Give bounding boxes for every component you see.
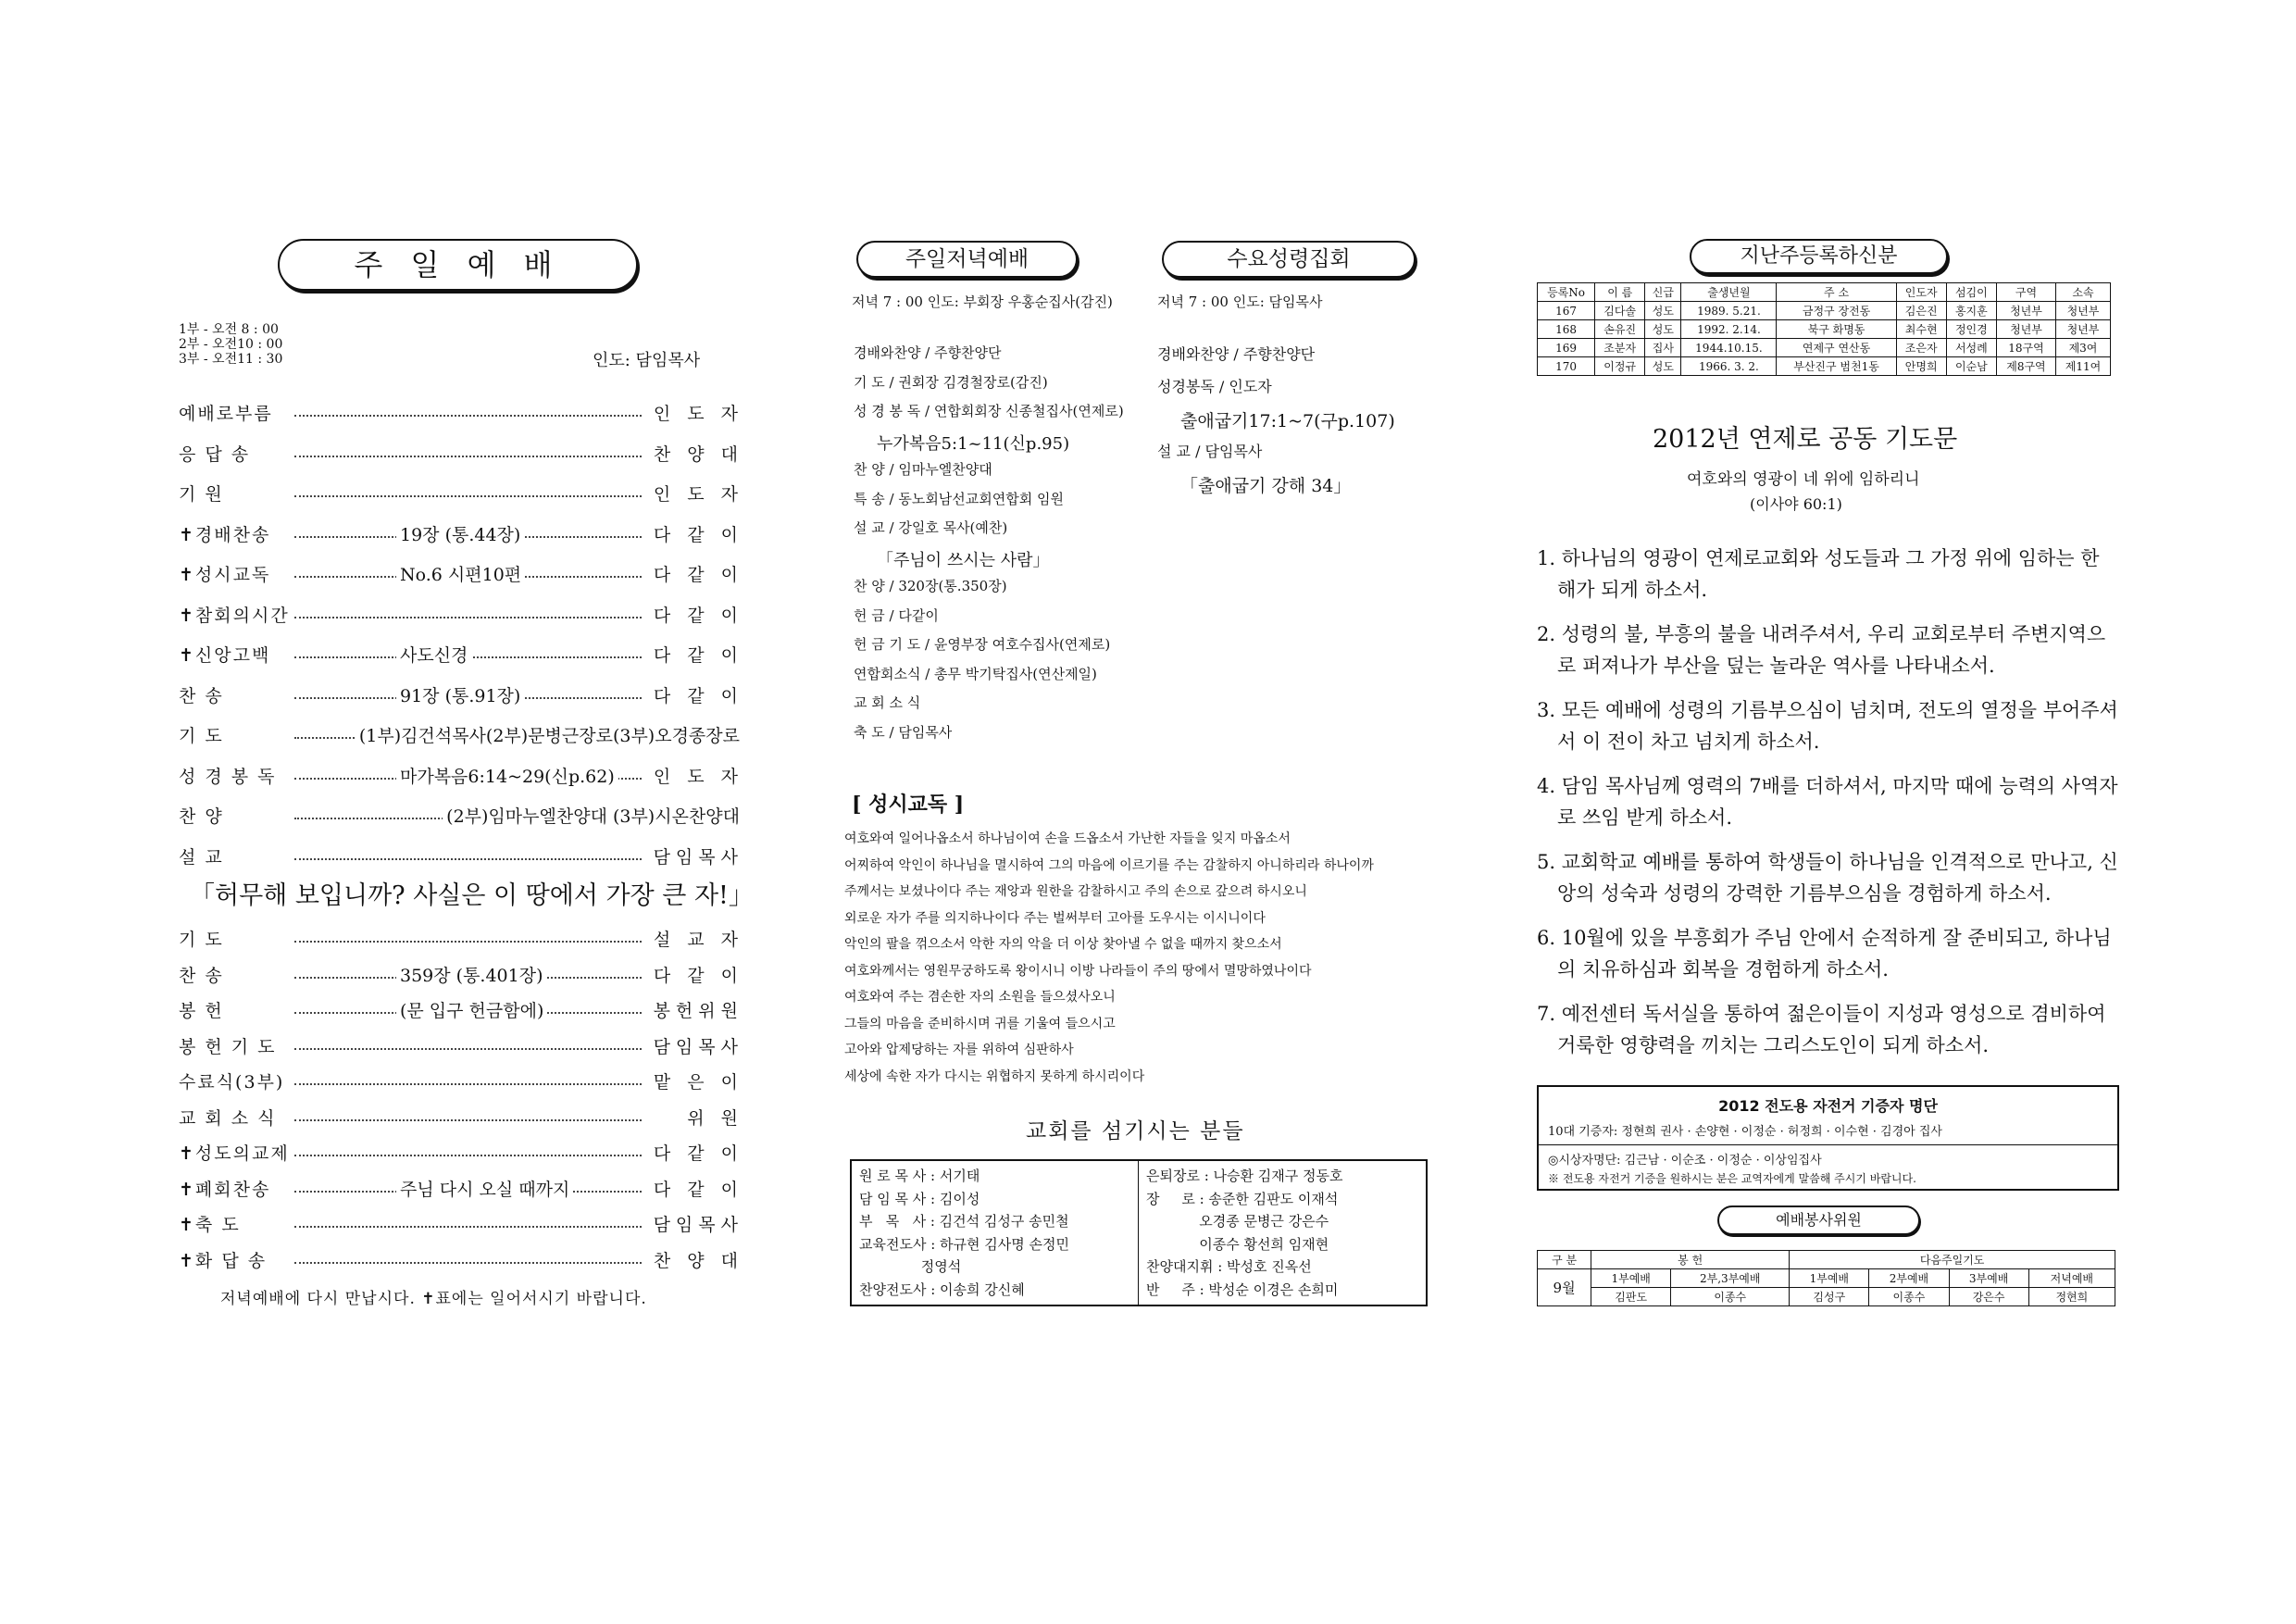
order-person: 다 같 이 bbox=[653, 1179, 743, 1200]
order-row bbox=[179, 1211, 743, 1239]
register-title: 지난주등록하신분 bbox=[1690, 239, 1948, 274]
reading-line: 여호와여 일어나옵소서 하나님이여 손을 드옵소서 가난한 자들을 잊지 마옵소서 bbox=[844, 831, 1291, 846]
th-next-prayer: 다음주일기도 bbox=[1790, 1251, 2115, 1269]
service-item: 헌 금 기 도 / 윤영부장 여호수집사(연제로) bbox=[854, 636, 1111, 653]
order-row bbox=[179, 1068, 743, 1096]
reading-line: 고아와 압제당하는 자를 위하여 심판하사 bbox=[844, 1043, 1074, 1057]
order-row bbox=[179, 997, 743, 1025]
service-item: 찬 양 / 임마누엘찬양대 bbox=[854, 461, 992, 478]
register-row bbox=[1538, 357, 2111, 376]
order-row bbox=[179, 400, 743, 428]
order-person: 담임목사 bbox=[653, 846, 743, 868]
order-row bbox=[179, 521, 743, 549]
order-row bbox=[179, 561, 743, 589]
order-detail: 91장 (통.91장) bbox=[396, 682, 524, 707]
order-person: 위 원 bbox=[687, 1107, 743, 1129]
staff-line: 찬양대지휘 : 박성호 진옥선 bbox=[1146, 1258, 1312, 1275]
register-cell: 청년부 bbox=[2055, 302, 2110, 320]
service-item: 성경봉독 / 인도자 bbox=[1157, 378, 1272, 395]
register-cell: 성도 bbox=[1645, 320, 1681, 339]
register-cell: 1989. 5.21. bbox=[1681, 302, 1777, 320]
bike-donor-box bbox=[1537, 1085, 2119, 1191]
register-cell: 홍지훈 bbox=[1946, 302, 1996, 320]
sunday-service-title: 주 일 예 배 bbox=[278, 239, 638, 291]
register-header: 주 소 bbox=[1777, 283, 1896, 302]
register-cell: 169 bbox=[1538, 339, 1595, 357]
order-row bbox=[179, 1140, 743, 1168]
order-label: 응 답 송 bbox=[179, 443, 251, 465]
leader-dots bbox=[294, 1119, 642, 1121]
order-detail: (1부)김건석목사(2부)문병근장로(3부)오경종장로 bbox=[356, 722, 743, 747]
order-label: 기 도 bbox=[179, 930, 224, 950]
time-2: 2부 - 오전10 : 00 bbox=[179, 337, 283, 352]
reading-line: 주께서는 보셨나이다 주는 재앙과 원한을 감찰하시고 주의 손으로 갚으려 하시오니 bbox=[844, 884, 1307, 899]
prayer-item: 1. 하나님의 영광이 연제로교회와 성도들과 그 가정 위에 임하는 한 해가 되게 하소서. bbox=[1537, 547, 2100, 601]
register-cell: 조은자 bbox=[1896, 339, 1946, 357]
order-row bbox=[179, 1176, 743, 1204]
name-2: 이종수 bbox=[1671, 1288, 1790, 1306]
service-item: 출애굽기17:1~7(구p.107) bbox=[1180, 411, 1395, 431]
order-row bbox=[179, 1247, 743, 1275]
order-label: 봉 헌 bbox=[179, 1001, 224, 1021]
service-item: 교 회 소 식 bbox=[854, 694, 921, 711]
service-item: 찬 양 / 320장(통.350장) bbox=[854, 578, 1007, 594]
evening-order bbox=[854, 343, 1150, 768]
bike-title: 2012 전도용 자전거 기증자 명단 bbox=[1718, 1097, 1938, 1115]
order-person: 다 같 이 bbox=[653, 1143, 743, 1164]
service-item: 경배와찬양 / 주향찬양단 bbox=[854, 344, 1002, 361]
order-label: 기 원 bbox=[179, 484, 224, 505]
register-cell: 김다솔 bbox=[1595, 302, 1645, 320]
register-header: 출생년월 bbox=[1681, 283, 1777, 302]
register-cell: 170 bbox=[1538, 357, 1595, 376]
service-item: 헌 금 / 다같이 bbox=[854, 606, 939, 624]
register-cell: 168 bbox=[1538, 320, 1595, 339]
register-cell: 청년부 bbox=[1996, 320, 2055, 339]
order-label: 설 교 bbox=[179, 846, 224, 868]
order-row bbox=[179, 803, 743, 831]
register-cell: 안명희 bbox=[1896, 357, 1946, 376]
register-header: 소속 bbox=[2055, 283, 2110, 302]
register-cell: 이정규 bbox=[1595, 357, 1645, 376]
staff-line: 은퇴장로 : 나승환 김재구 정동호 bbox=[1146, 1168, 1343, 1184]
register-cell: 167 bbox=[1538, 302, 1595, 320]
staff-left bbox=[859, 1165, 1069, 1301]
staff-divider bbox=[1138, 1161, 1139, 1305]
order-row bbox=[179, 682, 743, 710]
prayer-list bbox=[1537, 543, 2122, 1074]
service-item: 「주님이 쓰시는 사람」 bbox=[877, 550, 1050, 570]
register-cell: 서성례 bbox=[1946, 339, 1996, 357]
register-cell: 제11여 bbox=[2055, 357, 2110, 376]
service-item: 성 경 봉 독 / 연합회회장 신종철집사(연제로) bbox=[854, 403, 1124, 419]
order-person: 찬 양 대 bbox=[653, 1250, 743, 1271]
leader-dots bbox=[294, 456, 642, 457]
month-cell: 9월 bbox=[1538, 1269, 1591, 1306]
leader-dots bbox=[294, 1155, 642, 1156]
order-person: 인 도 자 bbox=[653, 404, 743, 424]
staff-line: 담 임 목 사 : 김이성 bbox=[859, 1190, 980, 1207]
order-label: ✝신앙고백 bbox=[179, 645, 271, 666]
wednesday-service-title: 수요성령집회 bbox=[1162, 241, 1416, 278]
register-row bbox=[1538, 302, 2111, 320]
staff-line: 장 로 : 송준한 김판도 이재석 bbox=[1146, 1190, 1339, 1207]
service-item: 누가복음5:1~11(신p.95) bbox=[877, 433, 1070, 454]
order-label: ✝축 도 bbox=[179, 1215, 241, 1235]
order-detail: 359장 (통.401장) bbox=[396, 962, 547, 987]
name-4: 이종수 bbox=[1869, 1288, 1949, 1306]
order-row bbox=[179, 926, 743, 954]
order-label: 교 회 소 식 bbox=[179, 1107, 277, 1129]
reading-line: 악인의 팔을 꺾으소서 악한 자의 악을 더 이상 찾아낼 수 없을 때까지 찾으소서 bbox=[844, 937, 1282, 952]
footer-note: 저녁예배에 다시 만납시다. ✝표에는 일어서시기 바랍니다. bbox=[220, 1290, 647, 1308]
order-row bbox=[179, 481, 743, 508]
reading-line: 세상에 속한 자가 다시는 위협하지 못하게 하시리이다 bbox=[844, 1068, 1145, 1084]
register-cell: 제3여 bbox=[2055, 339, 2110, 357]
register-table bbox=[1537, 282, 2111, 376]
th-division: 구 분 bbox=[1538, 1251, 1591, 1269]
order-row bbox=[179, 602, 743, 630]
reading-line: 그들의 마음을 준비하시며 귀를 기울여 들으시고 bbox=[844, 1016, 1116, 1031]
order-person: 다 같 이 bbox=[653, 645, 743, 666]
th-offering: 봉 헌 bbox=[1591, 1251, 1790, 1269]
order-label: 찬 송 bbox=[179, 965, 224, 986]
th-2: 2부,3부예배 bbox=[1671, 1269, 1790, 1288]
order-detail: (문 입구 헌금함에) bbox=[396, 997, 547, 1022]
service-committee-title: 예배봉사위원 bbox=[1717, 1206, 1920, 1235]
order-person: 담임목사 bbox=[653, 1036, 743, 1057]
order-person: 찬 양 대 bbox=[653, 443, 743, 465]
sermon-title: 「허무해 보입니까? 사실은 이 땅에서 가장 큰 자!」 bbox=[190, 881, 754, 910]
staff-line: 원 로 목 사 : 서기태 bbox=[859, 1168, 980, 1184]
order-person: 설 교 자 bbox=[653, 930, 743, 950]
service-item: 기 도 / 권회장 김경철장로(감진) bbox=[854, 373, 1048, 391]
order-detail: 주님 다시 오실 때까지 bbox=[396, 1176, 573, 1201]
register-cell: 김은진 bbox=[1896, 302, 1946, 320]
register-cell: 성도 bbox=[1645, 357, 1681, 376]
staff-right bbox=[1146, 1165, 1343, 1301]
service-committee-table bbox=[1537, 1250, 2115, 1306]
prayer-item: 7. 예전센터 독서실을 통하여 젊은이들이 지성과 영성으로 겸비하여 거룩한 영향력을 끼치는 그리스도인이 되게 하소서. bbox=[1537, 1003, 2106, 1056]
name-5: 강은수 bbox=[1949, 1288, 2028, 1306]
register-cell: 청년부 bbox=[1996, 302, 2055, 320]
order-label: ✝경배찬송 bbox=[179, 524, 271, 545]
name-6: 정현희 bbox=[2028, 1288, 2115, 1306]
reading-title: [ 성시교독 ] bbox=[852, 793, 965, 817]
leader-dots bbox=[294, 1048, 642, 1050]
order-person: 인 도 자 bbox=[653, 484, 743, 505]
service-times bbox=[179, 322, 282, 367]
leader-dots bbox=[294, 1083, 642, 1085]
reading-line: 어찌하여 악인이 하나님을 멸시하여 그의 마음에 이르기를 주는 감찰하지 아니하리라 하나이까 bbox=[844, 857, 1374, 873]
order-person: 담임목사 bbox=[653, 1215, 743, 1235]
register-header: 인도자 bbox=[1896, 283, 1946, 302]
order-label: 봉 헌 기 도 bbox=[179, 1036, 277, 1057]
leader-dots bbox=[294, 495, 642, 497]
order-label: 예배로부름 bbox=[179, 404, 273, 424]
order-person: 인 도 자 bbox=[653, 766, 743, 787]
name-3: 김성구 bbox=[1790, 1288, 1869, 1306]
prayer-item: 4. 담임 목사님께 영력의 7배를 더하셔서, 마지막 때에 능력의 사역자로 쓰임 받게 하소서. bbox=[1537, 775, 2118, 829]
order-label: 성 경 봉 독 bbox=[179, 766, 277, 787]
order-row bbox=[179, 642, 743, 669]
prayer-verse: 여호와의 영광이 네 위에 임하리니 bbox=[1687, 470, 1920, 489]
register-cell: 최수현 bbox=[1896, 320, 1946, 339]
reading-line: 여호와여 주는 겸손한 자의 소원을 들으셨사오니 bbox=[844, 990, 1116, 1005]
register-header: 신급 bbox=[1645, 283, 1681, 302]
order-row bbox=[179, 441, 743, 468]
staff-line: 이종수 황선희 임재현 bbox=[1146, 1235, 1329, 1253]
order-person: 봉헌위원 bbox=[653, 1001, 743, 1021]
order-row bbox=[179, 763, 743, 791]
order-label: 찬 송 bbox=[179, 685, 224, 706]
th-4: 2부예배 bbox=[1869, 1269, 1949, 1288]
register-cell: 18구역 bbox=[1996, 339, 2055, 357]
prayer-title: 2012년 연제로 공동 기도문 bbox=[1653, 425, 1958, 454]
register-cell: 이순남 bbox=[1946, 357, 1996, 376]
leader-dots bbox=[294, 1226, 642, 1228]
staff-line: 찬양전도사 : 이송희 강신혜 bbox=[859, 1280, 1025, 1298]
leader-dots bbox=[294, 941, 642, 943]
service-item: 연합회소식 / 총무 박기탁집사(연산제일) bbox=[854, 665, 1097, 682]
leader-dots bbox=[294, 858, 642, 860]
order-row bbox=[179, 722, 743, 750]
service-item: 특 송 / 동노회남선교회연합회 임원 bbox=[854, 490, 1064, 507]
order-person: 다 같 이 bbox=[653, 524, 743, 545]
prayer-item: 2. 성령의 불, 부흥의 불을 내려주셔서, 우리 교회로부터 주변지역으로 퍼져나가 부산을 덮는 놀라운 역사를 나타내소서. bbox=[1537, 623, 2106, 677]
th-3: 1부예배 bbox=[1790, 1269, 1869, 1288]
register-header-row bbox=[1538, 283, 2111, 302]
responsive-reading bbox=[844, 829, 1455, 1097]
order-person: 다 같 이 bbox=[653, 685, 743, 706]
order-detail: 마가복음6:14~29(신p.62) bbox=[396, 763, 618, 788]
staff-title: 교회를 섬기시는 분들 bbox=[1026, 1119, 1245, 1143]
register-cell: 1944.10.15. bbox=[1681, 339, 1777, 357]
service-item: 축 도 / 담임목사 bbox=[854, 723, 953, 741]
staff-box bbox=[850, 1159, 1428, 1306]
register-cell: 제8구역 bbox=[1996, 357, 2055, 376]
register-header: 등록No bbox=[1538, 283, 1595, 302]
order-person: 다 같 이 bbox=[653, 965, 743, 986]
order-detail: No.6 시편10편 bbox=[396, 561, 525, 586]
register-cell: 금정구 장전동 bbox=[1777, 302, 1896, 320]
order-person: 다 같 이 bbox=[653, 565, 743, 585]
evening-head: 저녁 7 : 00 인도: 부회장 우홍순집사(감진) bbox=[852, 294, 1113, 310]
order-person: 다 같 이 bbox=[653, 605, 743, 626]
order-label: 기 도 bbox=[179, 726, 224, 746]
prayer-item: 3. 모든 예배에 성령의 기름부으심이 넘치며, 전도의 열정을 부어주셔서 이 전이 차고 넘치게 하소서. bbox=[1537, 699, 2118, 753]
order-row bbox=[179, 962, 743, 990]
register-row bbox=[1538, 320, 2111, 339]
order-label: ✝성도의교제 bbox=[179, 1143, 290, 1164]
register-header: 구역 bbox=[1996, 283, 2055, 302]
bike-line1: 10대 기증자: 정현희 권사 · 손양현 · 이정순 · 허정희 · 이수현 · 김경아 집사 bbox=[1548, 1125, 1942, 1139]
order-detail: (2부)임마누엘찬양대 (3부)시온찬양대 bbox=[443, 803, 743, 828]
th-5: 3부예배 bbox=[1949, 1269, 2028, 1288]
time-3: 3부 - 오전11 : 30 bbox=[179, 352, 283, 367]
register-cell: 1966. 3. 2. bbox=[1681, 357, 1777, 376]
order-person: 맡 은 이 bbox=[653, 1072, 743, 1093]
staff-line: 부 목 사 : 김건석 김성구 송민철 bbox=[859, 1213, 1069, 1230]
order-label: 찬 양 bbox=[179, 806, 224, 827]
bike-line3: ※ 전도용 자전거 기증을 원하시는 분은 교역자에게 말씀해 주시기 바랍니다. bbox=[1548, 1172, 1916, 1185]
service-leader: 인도: 담임목사 bbox=[593, 351, 701, 370]
leader-dots bbox=[294, 415, 642, 417]
order-row bbox=[179, 1105, 743, 1132]
register-cell: 조분자 bbox=[1595, 339, 1645, 357]
register-cell: 성도 bbox=[1645, 302, 1681, 320]
order-label: ✝성시교독 bbox=[179, 565, 271, 585]
prayer-ref: (이사야 60:1) bbox=[1750, 495, 1842, 513]
order-of-service-1 bbox=[179, 400, 743, 868]
register-cell: 북구 화명동 bbox=[1777, 320, 1896, 339]
register-cell: 정인경 bbox=[1946, 320, 1996, 339]
service-item: 설 교 / 담임목사 bbox=[1157, 443, 1263, 460]
wednesday-head: 저녁 7 : 00 인도: 담임목사 bbox=[1157, 294, 1323, 310]
order-row bbox=[179, 1033, 743, 1061]
service-item: 「출애굽기 강해 34」 bbox=[1180, 476, 1352, 496]
staff-line: 교육전도사 : 하규현 김사명 손정민 bbox=[859, 1235, 1069, 1253]
staff-line: 정영석 bbox=[859, 1258, 962, 1275]
evening-service-title: 주일저녁예배 bbox=[856, 241, 1078, 278]
reading-line: 여호와께서는 영원무궁하도록 왕이시니 이방 나라들이 주의 땅에서 멸망하였나이다 bbox=[844, 963, 1312, 979]
register-cell: 연제구 연산동 bbox=[1777, 339, 1896, 357]
prayer-item: 6. 10월에 있을 부흥회가 주님 안에서 순적하게 잘 준비되고, 하나님의 치유하심과 회복을 경험하게 하소서. bbox=[1537, 927, 2112, 981]
register-row bbox=[1538, 339, 2111, 357]
th-6: 저녁예배 bbox=[2028, 1269, 2115, 1288]
order-label: ✝참회의시간 bbox=[179, 605, 290, 626]
service-item: 설 교 / 강일호 목사(예찬) bbox=[854, 519, 1008, 536]
staff-line: 오경종 문병근 강은수 bbox=[1146, 1213, 1329, 1230]
order-row bbox=[179, 843, 743, 871]
service-item: 경배와찬양 / 주향찬양단 bbox=[1157, 345, 1316, 363]
register-cell: 손유진 bbox=[1595, 320, 1645, 339]
order-of-service-2 bbox=[179, 926, 743, 1278]
prayer-item: 5. 교회학교 예배를 통하여 학생들이 하나님을 인격적으로 만나고, 신앙의 성숙과 성령의 강력한 기름부으심을 경험하게 하소서. bbox=[1537, 851, 2118, 905]
register-cell: 1992. 2.14. bbox=[1681, 320, 1777, 339]
leader-dots bbox=[294, 617, 642, 618]
register-header: 섬김이 bbox=[1946, 283, 1996, 302]
order-detail: 사도신경 bbox=[396, 642, 471, 667]
th-1: 1부예배 bbox=[1591, 1269, 1671, 1288]
register-header: 이 름 bbox=[1595, 283, 1645, 302]
reading-line: 외로운 자가 주를 의지하나이다 주는 벌써부터 고아를 도우시는 이시니이다 bbox=[844, 910, 1266, 926]
register-cell: 부산진구 범천1동 bbox=[1777, 357, 1896, 376]
order-label: 수료식(3부) bbox=[179, 1072, 285, 1093]
order-label: ✝화 답 송 bbox=[179, 1250, 268, 1271]
bike-line2: ◎시상자명단: 김근남 · 이순조 · 이정순 · 이상임집사 bbox=[1548, 1154, 1822, 1168]
register-cell: 집사 bbox=[1645, 339, 1681, 357]
name-1: 김판도 bbox=[1591, 1288, 1671, 1306]
staff-line: 반 주 : 박성순 이경은 손희미 bbox=[1146, 1280, 1339, 1298]
time-1: 1부 - 오전 8 : 00 bbox=[179, 322, 279, 337]
leader-dots bbox=[294, 1262, 642, 1264]
order-detail: 19장 (통.44장) bbox=[396, 521, 524, 546]
register-cell: 청년부 bbox=[2055, 320, 2110, 339]
wednesday-order bbox=[1157, 343, 1435, 509]
order-label: ✝폐회찬송 bbox=[179, 1179, 271, 1200]
